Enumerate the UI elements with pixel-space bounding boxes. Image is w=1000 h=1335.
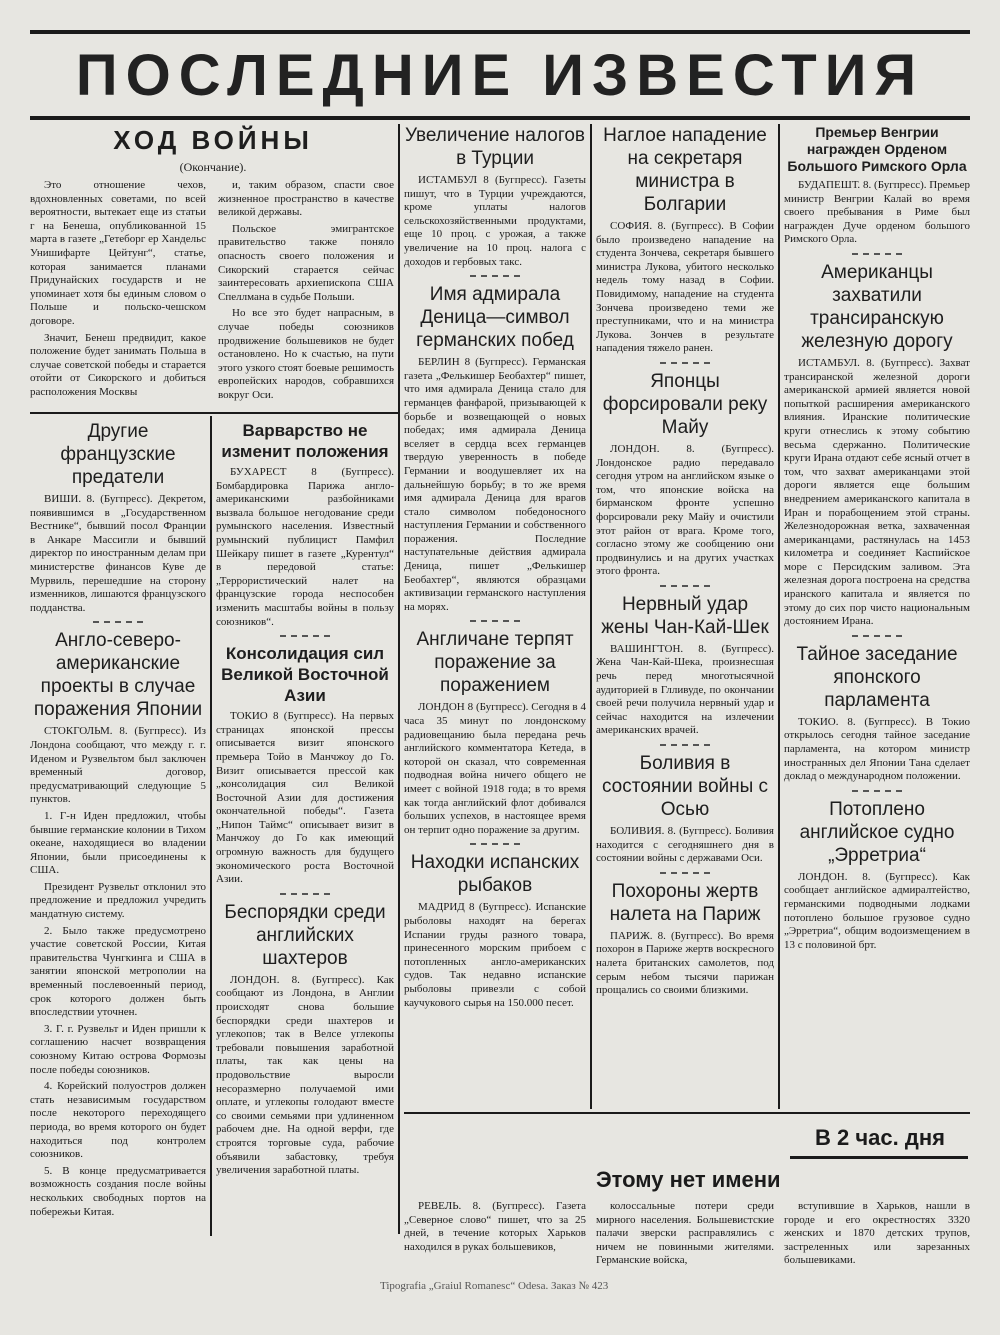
article-title: Премьер Венгрии награжден Орденом Большого Римского Орла xyxy=(787,124,967,174)
separator xyxy=(852,635,902,637)
article-body: БОЛИВИЯ. 8. (Бугпресс). Боливия находится с сегодняшнего дня в состоянии войны с державами Оси. xyxy=(596,825,774,865)
article-title: Другие французские предатели xyxy=(60,421,176,488)
article-title: Нервный удар жены Чан-Кай-Шек xyxy=(601,593,769,638)
column-3 xyxy=(404,124,586,1234)
article-paragraph: 2. Было также предусмотрено участие советской России, Китая правительства Чунгкинга и США в занятии японской метрополии на временный послевоенный период, срок которого должен быть впоследствии уточнен. xyxy=(30,924,206,1019)
late-news-col-2 xyxy=(596,1200,774,1267)
separator xyxy=(660,362,710,364)
article-paragraph: 5. В конце предусматривается возможность создания после войны нескольких свободных портов на побережьи Китая. xyxy=(30,1164,206,1218)
article-body: ВИШИ. 8. (Бугпресс). Декретом, появившимся в „Государственном Вестнике“, бывший посол Франции в Анкаре Массигли и бывший директор по иностранным делам при министерстве финансов Куве де Мурвиль, перешедшие на сторону изменников, лишаются французского подданства. xyxy=(30,493,206,614)
separator xyxy=(93,621,143,623)
article-paragraph: и, таким образом, спасти свое жизненное пространство в качестве великой державы. xyxy=(218,179,394,219)
article-paragraph: Это отношение чехов, вдохновленных советами, по всей вероятности, вытекает еще из статьи г на Бенеша, опубликованной 15 марта в газете „Гетеборг ер Хандельс Унишифарте Цейтунг“, статье, которая занимается планами Придунайских государств и не упоминает хотя бы единым словом о Польше и польско-чешском договоре. xyxy=(30,179,206,327)
article-war xyxy=(30,124,396,410)
masthead: ПОСЛЕДНИЕ ИЗВЕСТИЯ xyxy=(75,43,925,108)
article-body: СОФИЯ. 8. (Бугпресс). В Софии было произведено нападение на студента Зончева, секретаря бывшего министра Лукова, убитого несколько недель тому назад в Софии. Повидимому, нападение на студента Зончева произведено теми же преступниками, что и на министра Лукова. Зончев в результате нападения тяжело ранен. xyxy=(596,220,774,355)
late-news-title: Этому нет имени xyxy=(596,1167,781,1192)
article-body: ИСТАМБУЛ 8 (Бугпресс). Газеты пишут, что в Турции учреждаются, кроме уплаты налогов сельскохозяйственными продуктами, еще 10 проц. с урожая, а также увеличение на 10 проц. налога с доходов и гербовых такс. xyxy=(404,174,586,268)
late-news-banner: В 2 час. дня xyxy=(815,1125,945,1150)
article-body: ТОКИО 8 (Бугпресс). На первых страницах японской прессы описывается визит японского премьера Тойо в Манчжоу до Го. Визит описывается прессой как „консолидация сил Великой Восточной Азии для достижения окончательной победы“. Газета „Нипон Таймс“ описывает визит в Манчжоу до Го как имеющий огромную важность для будущего экономического роста Восточной Азии. xyxy=(216,710,394,886)
article-title: Англо-северо-американские проекты в случае поражения Японии xyxy=(33,630,203,721)
article-title: Тайное заседание японского парламента xyxy=(796,643,958,711)
article-title: Варварство не изменит положения xyxy=(221,421,389,461)
article-title: Беспорядки среди английских шахтеров xyxy=(224,901,386,969)
article-title: Японцы форсировали реку Майу xyxy=(602,370,768,438)
article-paragraph: 3. Г. г. Рузвельт и Иден пришли к соглашению насчет возвращения союзному Китаю острова Формозы после победы союзников. xyxy=(30,1022,206,1076)
article-paragraph: РЕВЕЛЬ. 8. (Бугпресс). Газета „Северное слово“ пишет, что за 25 дней, в течение которых Харьков находился в руках большевиков, xyxy=(404,1200,586,1253)
column-divider xyxy=(210,416,212,1236)
separator xyxy=(470,275,520,277)
article-body: ВАШИНГТОН. 8. (Бугпресс). Жена Чан-Кай-Шека, произнесшая речь перед многотысячной аудиторией в Глливуде, по окончании своей речи получила нервный удар и сейчас находится на излечении американских врачей. xyxy=(596,642,774,737)
column-divider xyxy=(398,124,400,1234)
top-rule xyxy=(30,30,970,34)
printer-imprint: Tipografia „Graiul Romanesc“ Odesa. Заказ № 423 xyxy=(380,1280,609,1292)
article-title: Консолидация сил Великой Восточной Азии xyxy=(221,644,389,706)
article-body: ЛОНДОН. 8. (Бугпресс). Лондонское радио передавало сегодня утром на английском языке о том, что японские войска на бирманском фронте успешно форсировали реку Майу и очистили этот район от врага. Кроме того, согласно этому же сообщению они продвинулись и на других участках этого фронта. xyxy=(596,442,774,578)
masthead-rule xyxy=(30,116,970,120)
separator xyxy=(280,893,330,895)
article-title: Похороны жертв налета на Париж xyxy=(609,880,761,925)
article-title: Находки испанских рыбаков xyxy=(410,852,580,897)
column-divider xyxy=(778,124,780,1109)
column-1 xyxy=(30,420,206,1235)
column-4 xyxy=(596,124,774,1109)
article-body: ПАРИЖ. 8. (Бугпресс). Во время похорон в Париже жертв воскресного налета британских самолетов, под серым небом тысячи парижан прощались со своими близкими. xyxy=(596,929,774,997)
separator xyxy=(660,585,710,587)
article-body: БЕРЛИН 8 (Бугпресс). Германская газета „Фелькишер Беобахтер“ пишет, что имя адмирала Деница стало для германцев фанфарой, призывающей к борьбе и возвещающей о новых победах; имя адмирала Деница вселяет в сердца всех германцев твердую уверенность в победе Германии и воодушевляет их на дальнейшую борьбу; в то же время имя адмирала Деница для врагов стало символом победоносного наступления Германии и собственного поражения. Последние наступательные действия адмирала Деница, пишет „Фелькишер Беобахтер“, являются образцами активизации германского наступления на морях. xyxy=(404,356,586,613)
separator xyxy=(852,253,902,255)
column-divider xyxy=(590,124,592,1109)
article-paragraph: 1. Г-н Иден предложил, чтобы бывшие германские колонии в Тихом океане, находящиеся во владении Японии, были присоединены к США. xyxy=(30,809,206,877)
article-subtitle: (Окончание). xyxy=(179,160,247,174)
article-paragraph: СТОКГОЛЬМ. 8. (Бугпресс). Из Лондона сообщают, что между г. г. Иденом и Рузвельтом был заключен временный договор, предусматривающий следующие 5 пунктов. xyxy=(30,725,206,806)
late-news-rule xyxy=(404,1112,970,1114)
late-news-col-3 xyxy=(784,1200,970,1267)
section-rule xyxy=(30,412,398,414)
column-5 xyxy=(784,124,970,1109)
separator xyxy=(660,744,710,746)
article-title: Американцы захватили трансиранскую железную дорогу xyxy=(801,261,953,352)
article-body: ЛОНДОН. 8. (Бугпресс). Как сообщают из Лондона, в Англии происходят снова большие беспорядки среди шахтеров и углекопов; так в Велсе углекопы требовали повышения заработной платы, так как цены на продовольствие выросли несоразмерно получаемой ими оплате, и углекопы голодают вместе со своими семьями при удлиненном рабочем дне. На одной верфи, где строятся торговые суда, рабочие объявили забастовку, требуя увеличения заработной платы. xyxy=(216,973,394,1177)
article-body: ТОКИО. 8. (Бугпресс). В Токио открылось сегодня тайное заседание парламента, на котором министр иностранных дел Японии Тана сделает доклад о международном положении. xyxy=(784,715,970,783)
article-title: Имя адмирала Деница—символ германских побед xyxy=(416,284,574,352)
article-paragraph: Польское эмигрантское правительство также поняло опасность своего положения и Сикорский старается сейчас заинтересовать архиепископа США Спеллмана в судьбе Польши. xyxy=(218,222,394,303)
article-paragraph: 4. Корейский полуостров должен стать независимым государством после некоторого переходящего периода, во время которого он будет находиться под контролем союзников. xyxy=(30,1080,206,1161)
late-news-col-1 xyxy=(404,1200,586,1260)
article-body: ЛОНДОН. 8. (Бугпресс). Как сообщает английское адмиралтейство, германскими подводными лодками потоплено большое грузовое судно „Эрретриа“, общим водоизмещением в 13 с половиной брт. xyxy=(784,870,970,951)
article-paragraph: Но все это будет напрасным, в случае победы союзников продвижение большевиков не будет остановлено. Но к счастью, на пути этого узкого стоят боевые решимость европейских народов, собравшихся вокруг Оси. xyxy=(218,307,394,401)
separator xyxy=(470,843,520,845)
article-body: БУДАПЕШТ. 8. (Бугпресс). Премьер министр Венгрии Калай во время своего пребывания в Риме был награжден Дуче орденом большого Римского Орла. xyxy=(784,179,970,246)
article-body: ИСТАМБУЛ. 8. (Бугпресс). Захват трансиранской железной дороги американской армией является новой попыткой расширения американского влияния. Иранские политические круги отнеслись к этому событию весьма сдержанно. Политические круги Ирана отдают себе ясный отчет в том, что захват американцами этой дороги является еще большим внедрением американского капитала в Иран и порабощением этой страны. Железнодорожная ветка, захваченная американцами, растянулась на 1453 километра и соединяет Каспийское море с Персидским заливом. Эта железная дорога построена на средства иранского капитала и является по этому до сих пор чисто национальным достоянием Ирана. xyxy=(784,356,970,628)
article-paragraph: Президент Рузвельт отклонил это предложение и предложил учредить мандатную систему. xyxy=(30,880,206,921)
article-paragraph: колоссальные потери среди мирного населения. Большевистские палачи зверски расправлялись с ничем не повинными жителями. Германские войска, xyxy=(596,1200,774,1267)
article-title: ХОД ВОЙНЫ xyxy=(113,125,313,155)
article-body: ЛОНДОН 8 (Бугпресс). Сегодня в 4 часа 35 минут по лондонскому радиовещанию была передана речь английского комментатора Кетеда, в которой он сказал, что современная подводная война ничего общего не имеет с войной 1918 года; в то время как тогда английский флот добивался больших успехов, в настоящее время он терпит одно поражение за другим. xyxy=(404,701,586,836)
article-title: Англичане терпят поражение за поражением xyxy=(416,629,574,697)
article-title: Увеличение налогов в Турции xyxy=(404,125,586,169)
article-body: МАДРИД 8 (Бугпресс). Испанские рыболовы находят на берегах Испании груды разного товара, принесенного морским прибоем с потопленных англо-американских судов. Так недавно испанские рыболовы привезли с собой каучукового сырья на 150.000 песет. xyxy=(404,901,586,1009)
banner-underline xyxy=(790,1156,968,1159)
article-title: Боливия в состоянии войны с Осью xyxy=(601,753,769,821)
article-title: Потоплено английское судно „Эрретриа“ xyxy=(799,798,955,866)
column-2 xyxy=(216,420,394,1235)
separator xyxy=(470,620,520,622)
article-paragraph: вступившие в Харьков, нашли в городе и его окрестностях 3320 женских и 1870 детских трупов, застреленных или зарезанных большевиками. xyxy=(784,1200,970,1267)
article-paragraph: Значит, Бенеш предвидит, какое положение будет занимать Польша в случае советской победы и старается отойти от Сикорского и добиться расположения Москвы xyxy=(30,331,206,398)
article-body: БУХАРЕСТ 8 (Бугпресс). Бомбардировка Парижа англо-американскими разбойниками вызвала большое негодование среди румынского населения. Известный румынский публицист Памфил Шейкару пишет в газете „Курентул“ в передовой статье: „Террористический налет на французские города неспособен изменить масштабы войны в пользу союзников“. xyxy=(216,466,394,628)
separator xyxy=(852,790,902,792)
article-title: Наглое нападение на секретаря министра в Болгарии xyxy=(603,125,767,215)
separator xyxy=(660,872,710,874)
separator xyxy=(280,635,330,637)
